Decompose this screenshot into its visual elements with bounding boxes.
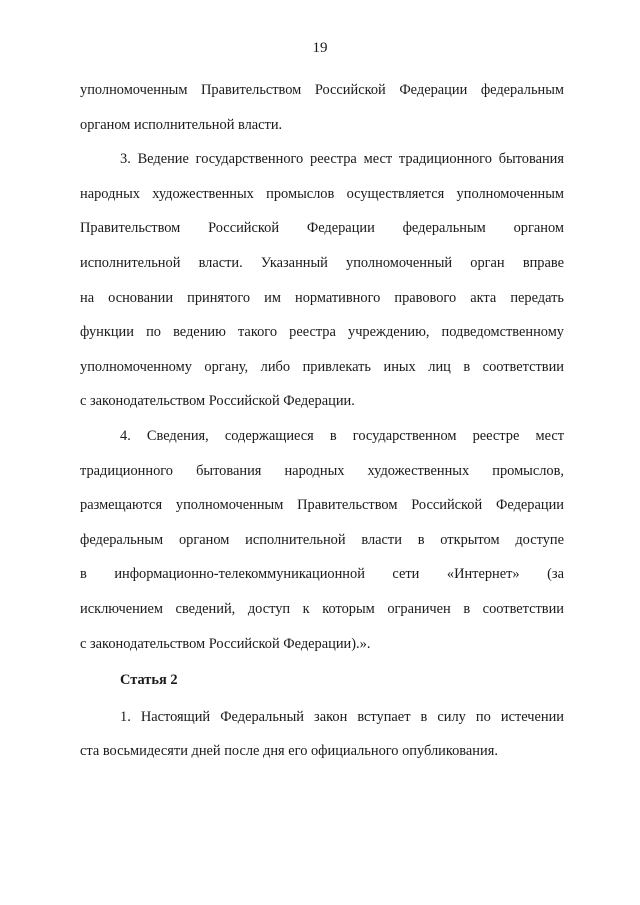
text-line: с законодательством Российской Федерации.: [80, 393, 355, 410]
article-heading: Статья 2: [120, 672, 178, 689]
page-number: 19: [312, 40, 328, 56]
text-line: 1. Настоящий Федеральный закон вступает в силу по истечении: [120, 708, 564, 725]
text-line: исключением сведений, доступ к которым ограничен в соответствии: [80, 600, 564, 617]
text-line: Правительством Российской Федерации федеральным органом: [80, 220, 564, 237]
document-body: [80, 73, 564, 769]
text-line: федеральным органом исполнительной власти в открытом доступе: [80, 531, 564, 548]
text-line: уполномоченному органу, либо привлекать иных лиц в соответствии: [80, 358, 564, 375]
text-line: традиционного бытования народных художественных промыслов,: [80, 462, 564, 479]
text-line: народных художественных промыслов осуществляется уполномоченным: [80, 185, 564, 202]
text-line: функции по ведению такого реестра учреждению, подведомственному: [80, 324, 564, 341]
text-line: органом исполнительной власти.: [80, 116, 283, 133]
text-line: исполнительной власти. Указанный уполномоченный орган вправе: [80, 254, 564, 271]
text-line: в информационно-телекоммуникационной сети «Интернет» (за: [80, 566, 564, 583]
text-line: ста восьмидесяти дней после дня его официального опубликования.: [80, 743, 498, 760]
text-line: 3. Ведение государственного реестра мест традиционного бытования: [120, 151, 564, 168]
text-line: с законодательством Российской Федерации).».: [80, 635, 371, 652]
text-line: 4. Сведения, содержащиеся в государственном реестре мест: [120, 427, 564, 444]
text-line: уполномоченным Правительством Российской Федерации федеральным: [80, 82, 564, 98]
text-line: размещаются уполномоченным Правительством Российской Федерации: [80, 497, 564, 514]
text-line: на основании принятого им нормативного правового акта передать: [80, 289, 564, 306]
